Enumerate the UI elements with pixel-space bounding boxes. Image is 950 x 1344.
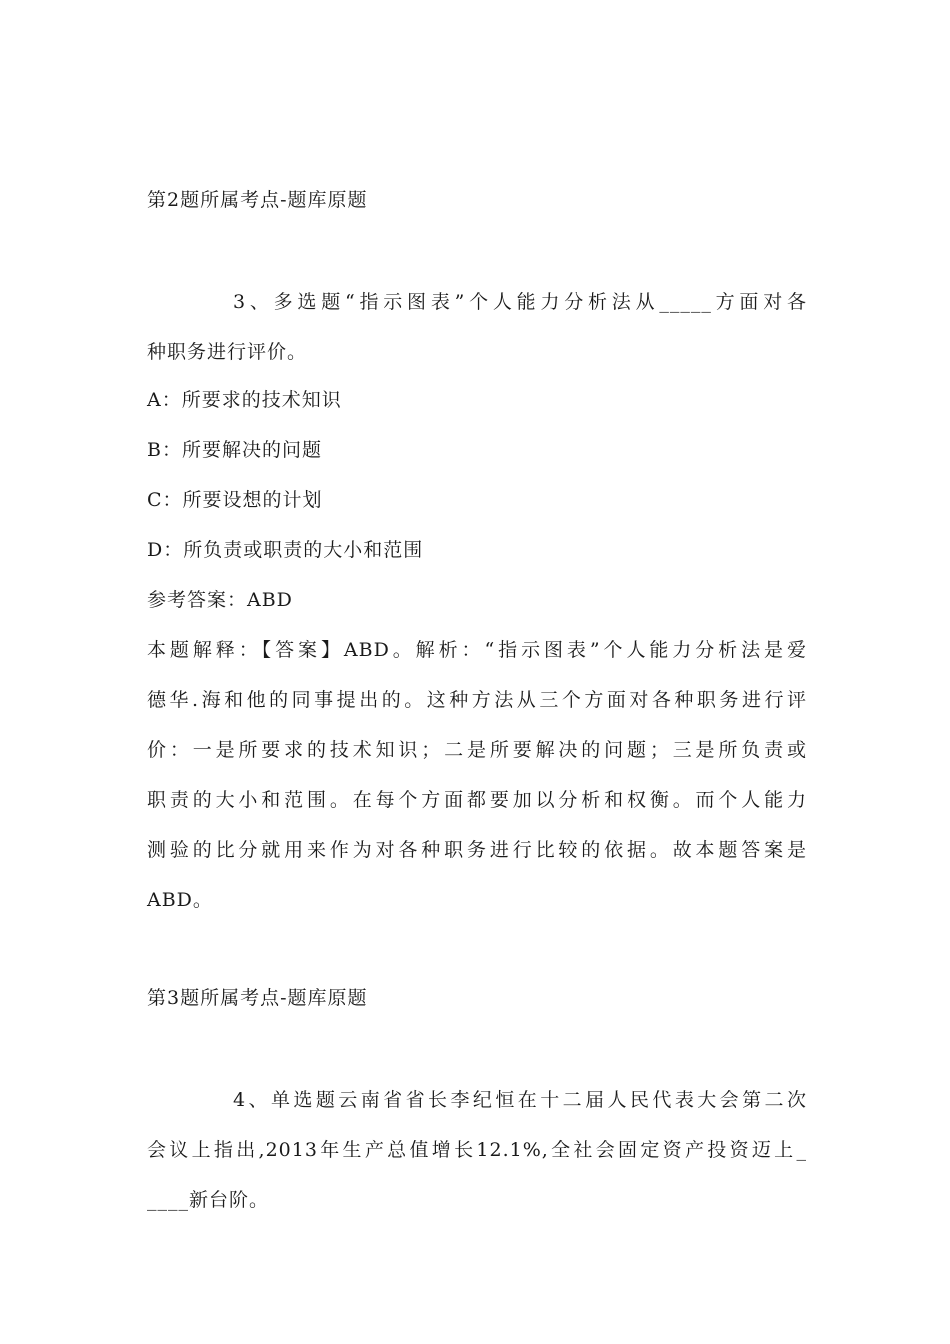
explanation-line-2: 德华.海和他的同事提出的。这种方法从三个方面对各种职务进行评 — [147, 689, 807, 711]
option-b: B：所要解决的问题 — [147, 439, 322, 461]
question-3-stem-line-1: 3、多选题“指示图表”个人能力分析法从_____方面对各 — [233, 291, 807, 313]
explanation-line-3: 价：一是所要求的技术知识；二是所要解决的问题；三是所负责或 — [147, 739, 807, 761]
explanation-line-5: 测验的比分就用来作为对各种职务进行比较的依据。故本题答案是 — [147, 839, 807, 861]
explanation-line-4: 职责的大小和范围。在每个方面都要加以分析和权衡。而个人能力 — [147, 789, 807, 811]
question-3-stem-line-2: 种职务进行评价。 — [147, 341, 308, 363]
reference-answer: 参考答案：ABD — [147, 589, 293, 611]
explanation-line-6: ABD。 — [147, 889, 213, 911]
explanation-line-1: 本题解释：【答案】ABD。解析：“指示图表”个人能力分析法是爱 — [147, 639, 807, 661]
section-tag-q2: 第2题所属考点-题库原题 — [147, 189, 368, 211]
option-d: D：所负责或职责的大小和范围 — [147, 539, 424, 561]
question-4-stem-line-2: 会议上指出,2013年生产总值增长12.1%,全社会固定资产投资迈上_ — [147, 1139, 807, 1161]
section-tag-q3: 第3题所属考点-题库原题 — [147, 987, 368, 1009]
question-4-stem-line-1: 4、单选题云南省省长李纪恒在十二届人民代表大会第二次 — [233, 1089, 807, 1111]
option-c: C：所要设想的计划 — [147, 489, 323, 511]
question-4-stem-line-3: ____新台阶。 — [147, 1189, 270, 1211]
option-a: A：所要求的技术知识 — [147, 389, 342, 411]
